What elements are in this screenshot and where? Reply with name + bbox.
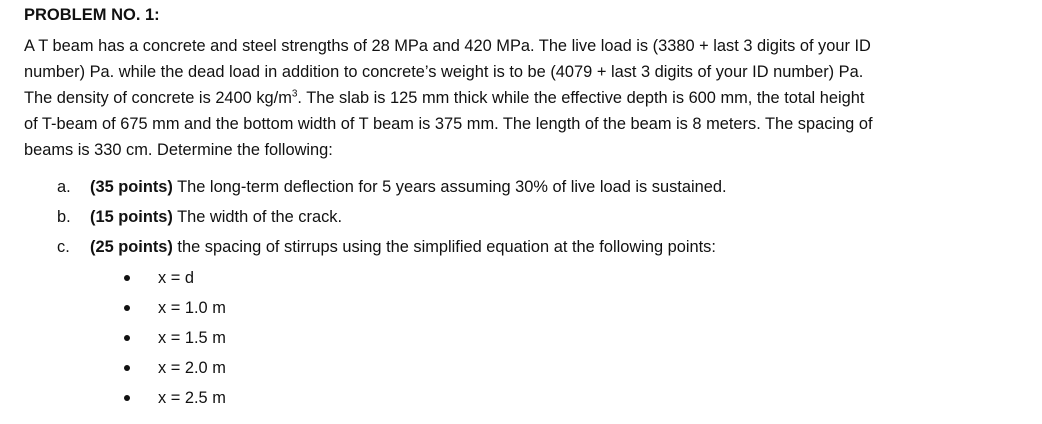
list-item — [0, 383, 1042, 413]
superscript-exponent: 3 — [291, 88, 298, 100]
list-item — [0, 293, 1042, 323]
bullet-dot-icon — [124, 275, 130, 281]
list-item — [0, 323, 1042, 353]
bullet-dot-icon — [124, 305, 130, 311]
statement-line-3: The density of concrete is 2400 $kg/m^3$. The slab is 125 mm thick while the effective depth is 600 mm, the total height — [24, 88, 865, 107]
task-letter: b. — [57, 208, 71, 226]
task-text: (35 points) The long-term deflection for 5 years assuming 30% of live load is sustained. — [90, 178, 727, 196]
problem-statement — [24, 33, 1024, 163]
statement-line-2: number) Pa. while the dead load in addition to concrete’s weight is to be (4079 + last 3 digits of your ID number) Pa. — [24, 63, 864, 81]
bullet-dot-icon — [124, 365, 130, 371]
bullet-text: x = 1.0 m — [158, 299, 226, 317]
task-points: (35 points) — [90, 178, 173, 196]
point-list — [0, 263, 1042, 413]
list-item — [0, 353, 1042, 383]
task-list — [0, 172, 1042, 262]
task-points: (25 points) — [90, 238, 173, 256]
task-item-a — [0, 172, 1042, 202]
task-points: (15 points) — [90, 208, 173, 226]
task-text: (15 points) The width of the crack. — [90, 208, 343, 226]
task-item-b — [0, 202, 1042, 232]
task-letter: c. — [57, 238, 70, 256]
statement-line-4: of T-beam of 675 mm and the bottom width of T beam is 375 mm. The length of the beam is 8 meters. The spacing of — [24, 115, 873, 133]
bullet-text: x = 1.5 m — [158, 329, 226, 347]
bullet-dot-icon — [124, 395, 130, 401]
bullet-text: x = d — [158, 269, 194, 287]
statement-line-5: beams is 330 cm. Determine the following: — [24, 141, 333, 159]
task-letter: a. — [57, 178, 71, 196]
problem-title: PROBLEM NO. 1: — [24, 6, 160, 24]
list-item — [0, 263, 1042, 293]
bullet-text: x = 2.0 m — [158, 359, 226, 377]
bullet-text: x = 2.5 m — [158, 389, 226, 407]
task-item-c — [0, 232, 1042, 262]
bullet-dot-icon — [124, 335, 130, 341]
statement-line-1: A T beam has a concrete and steel strengths of 28 MPa and 420 MPa. The live load is (3380 + last 3 digits of your ID — [24, 37, 871, 55]
task-text: (25 points) the spacing of stirrups using the simplified equation at the following points: — [90, 238, 716, 256]
